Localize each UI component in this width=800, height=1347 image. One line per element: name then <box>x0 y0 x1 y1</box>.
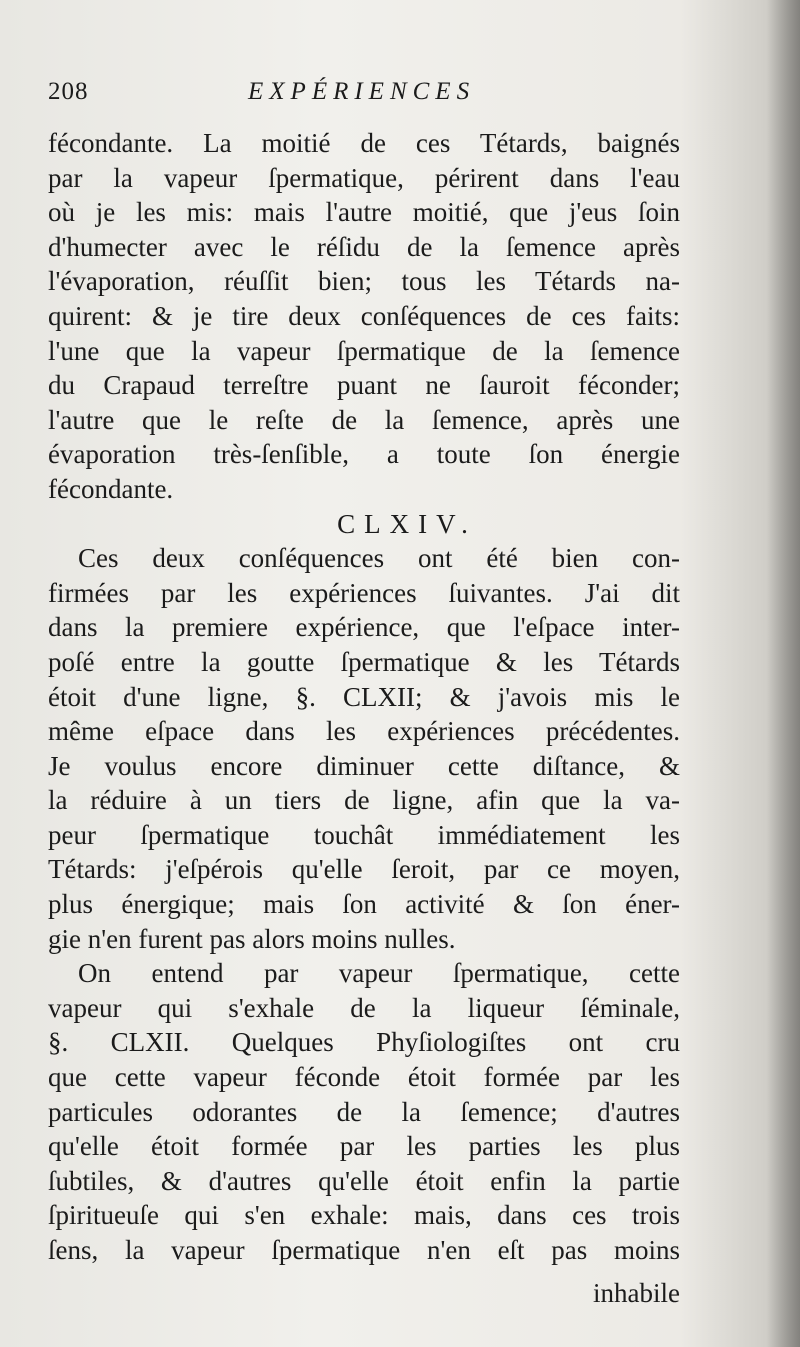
text-line: quirent: & je tire deux conſéquences de ces faits: <box>48 300 680 331</box>
text-line: firmées par les expériences ſuivantes. J'ai dit <box>48 577 680 608</box>
text-line: même eſpace dans les expériences précédentes. <box>48 716 680 747</box>
text-line: Ces deux conſéquences ont été bien con- <box>78 543 680 574</box>
text-line: qu'elle étoit formée par les parties les plus <box>48 1131 680 1162</box>
text-line: où je les mis: mais l'autre moitié, que j'eus ſoin <box>48 197 680 228</box>
text-line: étoit d'une ligne, §. CLXII; & j'avois mis le <box>48 681 680 712</box>
text-line: Je voulus encore diminuer cette diſtance, & <box>48 750 680 781</box>
text-line: dans la premiere expérience, que l'eſpace inter- <box>48 612 680 643</box>
text-line: évaporation très-ſenſible, a toute ſon énergie <box>48 439 680 470</box>
text-line: fécondante. La moitié de ces Tétards, baignés <box>48 128 680 158</box>
text-line: l'évaporation, réuſſit bien; tous les Tétards na- <box>48 266 680 297</box>
page-number: 208 <box>48 78 89 105</box>
text-line: ſens, la vapeur ſpermatique n'en eſt pas moins <box>48 1235 680 1265</box>
running-title: EXPÉRIENCES <box>248 78 476 105</box>
text-line: plus énergique; mais ſon activité & ſon éner- <box>48 889 680 920</box>
text-line: peur ſpermatique touchât immédiatement les <box>48 819 680 850</box>
text-line: l'autre que le reſte de la ſemence, après une <box>48 404 680 435</box>
text-line: l'une que la vapeur ſpermatique de la ſemence <box>48 335 680 366</box>
text-line: gie n'en furent pas alors moins nulles. <box>48 923 456 954</box>
body-text <box>48 126 680 1268</box>
text-line: ſubtiles, & d'autres qu'elle étoit enfin la partie <box>48 1165 680 1196</box>
catchword: inhabile <box>593 1278 680 1308</box>
text-line: fécondante. <box>48 473 174 504</box>
section-heading: CLXIV. <box>337 508 477 539</box>
text-line: ſpiritueuſe qui s'en exhale: mais, dans ces trois <box>48 1200 680 1231</box>
gutter-shadow <box>766 0 800 1347</box>
text-line: du Crapaud terreſtre puant ne ſauroit féconder; <box>48 370 680 401</box>
page-header <box>48 78 688 118</box>
text-line: la réduire à un tiers de ligne, afin que la va- <box>48 785 680 816</box>
text-line: vapeur qui s'exhale de la liqueur ſéminale, <box>48 992 680 1023</box>
text-line: Tétards: j'eſpérois qu'elle ſeroit, par ce moyen, <box>48 854 680 885</box>
text-line: poſé entre la goutte ſpermatique & les Tétards <box>48 646 680 677</box>
text-line: par la vapeur ſpermatique, périrent dans l'eau <box>48 162 680 193</box>
text-line: particules odorantes de la ſemence; d'autres <box>48 1096 680 1127</box>
text-line: On entend par vapeur ſpermatique, cette <box>78 958 680 989</box>
text-line: §. CLXII. Quelques Phyſiologiſtes ont cru <box>48 1027 680 1058</box>
text-line: d'humecter avec le réſidu de la ſemence après <box>48 231 680 262</box>
text-line: que cette vapeur féconde étoit formée par les <box>48 1062 680 1093</box>
